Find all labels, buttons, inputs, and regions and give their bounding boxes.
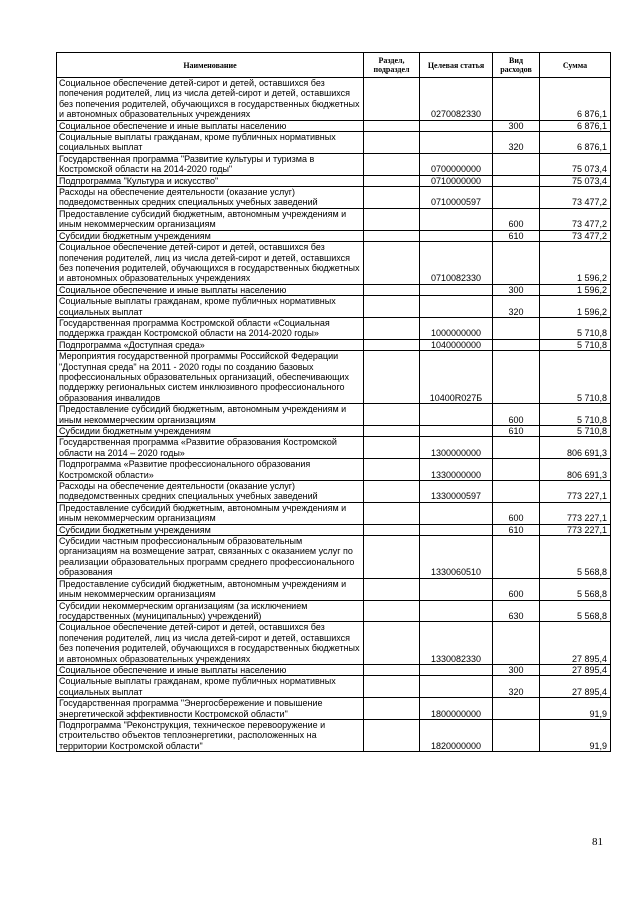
cell-sum: 6 876,1 [540,120,611,131]
cell-expense-type: 600 [493,404,540,426]
table-row [57,459,611,481]
cell-target-article: 1330000597 [420,481,493,503]
cell-target-article [420,676,493,698]
cell-expense-type [493,437,540,459]
cell-section [364,187,420,209]
cell-name: Социальное обеспечение и иные выплаты населению [57,120,364,131]
cell-name: Социальное обеспечение детей-сирот и детей, оставшихся без попечения родителей, лиц из числа детей-сирот и детей, оставшихся без попечения родителей, обучающихся в государственных бюджетных и автономных образовательных учреждениях [57,78,364,121]
cell-target-article [420,132,493,154]
cell-target-article [420,524,493,535]
header-section: Раздел, подраздел [364,53,420,78]
table-row [57,78,611,121]
cell-sum: 1 596,2 [540,242,611,285]
cell-name: Расходы на обеспечение деятельности (оказание услуг) подведомственных средних специальных учебных заведений [57,187,364,209]
cell-expense-type: 610 [493,524,540,535]
cell-target-article: 1300000000 [420,437,493,459]
cell-section [364,208,420,230]
cell-section [364,459,420,481]
cell-sum: 773 227,1 [540,502,611,524]
cell-name: Подпрограмма "Культура и искусство" [57,175,364,186]
table-row [57,153,611,175]
table-row [57,437,611,459]
table-row [57,600,611,622]
cell-expense-type: 610 [493,230,540,241]
cell-sum: 806 691,3 [540,459,611,481]
cell-section [364,351,420,404]
table-row [57,502,611,524]
cell-sum: 5 568,8 [540,536,611,579]
cell-target-article: 1820000000 [420,719,493,751]
header-expense-type: Вид расходов [493,53,540,78]
cell-expense-type [493,242,540,285]
cell-sum: 5 710,8 [540,339,611,350]
cell-sum: 5 568,8 [540,600,611,622]
cell-section [364,524,420,535]
cell-sum: 27 895,4 [540,664,611,675]
cell-section [364,230,420,241]
cell-target-article [420,600,493,622]
cell-expense-type [493,78,540,121]
table-header-row [57,53,611,78]
cell-expense-type [493,339,540,350]
table-row [57,120,611,131]
cell-name: Расходы на обеспечение деятельности (оказание услуг) подведомственных средних специальных учебных заведений [57,481,364,503]
cell-section [364,437,420,459]
cell-expense-type: 320 [493,676,540,698]
table-row [57,351,611,404]
cell-target-article [420,208,493,230]
cell-expense-type [493,719,540,751]
cell-name: Предоставление субсидий бюджетным, автономным учреждениям и иным некоммерческим организациям [57,404,364,426]
cell-expense-type [493,481,540,503]
cell-expense-type [493,317,540,339]
cell-name: Подпрограмма «Развитие профессионального образования Костромской области» [57,459,364,481]
cell-name: Субсидии некоммерческим организациям (за исключением государственных (муниципальных) учреждений) [57,600,364,622]
cell-target-article: 1040000000 [420,339,493,350]
cell-sum: 773 227,1 [540,524,611,535]
cell-section [364,296,420,318]
table-row [57,664,611,675]
cell-section [364,578,420,600]
cell-name: Социальное обеспечение и иные выплаты населению [57,664,364,675]
cell-target-article [420,120,493,131]
cell-name: Социальные выплаты гражданам, кроме публичных нормативных социальных выплат [57,132,364,154]
cell-expense-type: 600 [493,578,540,600]
cell-expense-type: 600 [493,208,540,230]
cell-sum: 1 596,2 [540,296,611,318]
cell-name: Социальные выплаты гражданам, кроме публичных нормативных социальных выплат [57,296,364,318]
cell-expense-type: 610 [493,426,540,437]
table-row [57,676,611,698]
cell-expense-type: 600 [493,502,540,524]
table-row [57,242,611,285]
cell-target-article [420,284,493,295]
cell-sum: 5 710,8 [540,426,611,437]
cell-name: Государственная программа "Развитие культуры и туризма в Костромской области на 2014-2020 годы" [57,153,364,175]
cell-section [364,698,420,720]
cell-expense-type: 300 [493,284,540,295]
table-row [57,698,611,720]
cell-name: Социальное обеспечение детей-сирот и детей, оставшихся без попечения родителей, лиц из числа детей-сирот и детей, оставшихся без попечения родителей, обучающихся в государственных бюджетных и автономных образовательных учреждениях [57,622,364,665]
cell-name: Социальное обеспечение и иные выплаты населению [57,284,364,295]
cell-section [364,120,420,131]
cell-expense-type [493,459,540,481]
cell-sum: 773 227,1 [540,481,611,503]
cell-name: Социальное обеспечение детей-сирот и детей, оставшихся без попечения родителей, лиц из числа детей-сирот и детей, оставшихся без попечения родителей, обучающихся в государственных бюджетных и автономных образовательных учреждениях [57,242,364,285]
cell-section [364,153,420,175]
cell-sum: 91,9 [540,698,611,720]
cell-sum: 5 710,8 [540,317,611,339]
cell-section [364,719,420,751]
cell-target-article: 0700000000 [420,153,493,175]
cell-section [364,481,420,503]
cell-sum: 6 876,1 [540,132,611,154]
cell-target-article: 0710082330 [420,242,493,285]
cell-name: Предоставление субсидий бюджетным, автономным учреждениям и иным некоммерческим организациям [57,208,364,230]
cell-section [364,536,420,579]
table-row [57,426,611,437]
cell-target-article [420,404,493,426]
cell-sum: 5 710,8 [540,351,611,404]
cell-name: Социальные выплаты гражданам, кроме публичных нормативных социальных выплат [57,676,364,698]
table-row [57,404,611,426]
cell-name: Подпрограмма "Реконструкция, техническое перевооружение и строительство объектов теплоэнергетики, расположенных на территории Костромской области" [57,719,364,751]
table-row [57,208,611,230]
cell-name: Субсидии частным профессиональным образовательным организациям на возмещение затрат, связанных с оказанием услуг по реализации образовательных программ среднего профессионального образования [57,536,364,579]
cell-section [364,175,420,186]
table-row [57,578,611,600]
cell-sum: 806 691,3 [540,437,611,459]
cell-sum: 6 876,1 [540,78,611,121]
cell-target-article: 0710000000 [420,175,493,186]
cell-section [364,284,420,295]
cell-sum: 91,9 [540,719,611,751]
cell-section [364,600,420,622]
cell-section [364,242,420,285]
cell-target-article: 1330060510 [420,536,493,579]
cell-name: Предоставление субсидий бюджетным, автономным учреждениям и иным некоммерческим организациям [57,502,364,524]
cell-sum: 73 477,2 [540,208,611,230]
cell-name: Государственная программа «Развитие образования Костромской области на 2014 – 2020 годы» [57,437,364,459]
table-row [57,230,611,241]
cell-expense-type: 320 [493,132,540,154]
cell-section [364,502,420,524]
cell-sum: 75 073,4 [540,153,611,175]
cell-target-article: 0710000597 [420,187,493,209]
table-row [57,536,611,579]
table-row [57,481,611,503]
cell-section [364,78,420,121]
cell-expense-type [493,622,540,665]
cell-target-article [420,296,493,318]
cell-target-article: 0270082330 [420,78,493,121]
table-row [57,339,611,350]
cell-sum: 73 477,2 [540,187,611,209]
cell-expense-type [493,187,540,209]
table-row [57,317,611,339]
cell-name: Государственная программа "Энергосбережение и повышение энергетической эффективности Костромской области" [57,698,364,720]
cell-target-article [420,664,493,675]
cell-expense-type [493,175,540,186]
table-row [57,524,611,535]
cell-target-article [420,502,493,524]
cell-sum: 5 710,8 [540,404,611,426]
table-row [57,284,611,295]
cell-section [364,676,420,698]
cell-target-article: 1000000000 [420,317,493,339]
cell-target-article: 10400R027Б [420,351,493,404]
cell-expense-type [493,153,540,175]
table-body [57,78,611,752]
page-number: 81 [592,836,603,848]
cell-target-article: 1330082330 [420,622,493,665]
cell-section [364,664,420,675]
table-row [57,719,611,751]
table-row [57,296,611,318]
cell-expense-type [493,351,540,404]
budget-table [56,52,611,752]
cell-section [364,426,420,437]
cell-expense-type: 300 [493,120,540,131]
cell-section [364,339,420,350]
cell-name: Субсидии бюджетным учреждениям [57,230,364,241]
cell-section [364,132,420,154]
cell-name: Субсидии бюджетным учреждениям [57,524,364,535]
cell-sum: 27 895,4 [540,622,611,665]
cell-target-article: 1800000000 [420,698,493,720]
cell-expense-type: 300 [493,664,540,675]
cell-name: Субсидии бюджетным учреждениям [57,426,364,437]
cell-name: Мероприятия государственной программы Российской Федерации "Доступная среда" на 2011 - 2020 годы по созданию базовых профессиональных образовательных организаций, обеспечивающих поддержку региональных систем инклюзивного профессионального образования инвалидов [57,351,364,404]
cell-sum: 73 477,2 [540,230,611,241]
cell-name: Государственная программа Костромской области «Социальная поддержка граждан Костромской области на 2014-2020 годы» [57,317,364,339]
cell-target-article [420,578,493,600]
cell-section [364,317,420,339]
table-row [57,622,611,665]
cell-target-article: 1330000000 [420,459,493,481]
cell-sum: 75 073,4 [540,175,611,186]
cell-name: Предоставление субсидий бюджетным, автономным учреждениям и иным некоммерческим организациям [57,578,364,600]
cell-expense-type: 320 [493,296,540,318]
cell-name: Подпрограмма «Доступная среда» [57,339,364,350]
cell-section [364,622,420,665]
cell-target-article [420,426,493,437]
cell-sum: 1 596,2 [540,284,611,295]
table-row [57,132,611,154]
header-sum: Сумма [540,53,611,78]
cell-expense-type: 630 [493,600,540,622]
header-name: Наименование [57,53,364,78]
cell-expense-type [493,698,540,720]
cell-sum: 5 568,8 [540,578,611,600]
cell-sum: 27 895,4 [540,676,611,698]
table-row [57,187,611,209]
cell-section [364,404,420,426]
cell-target-article [420,230,493,241]
budget-table-container [56,52,610,752]
cell-expense-type [493,536,540,579]
table-row [57,175,611,186]
header-target-article: Целевая статья [420,53,493,78]
